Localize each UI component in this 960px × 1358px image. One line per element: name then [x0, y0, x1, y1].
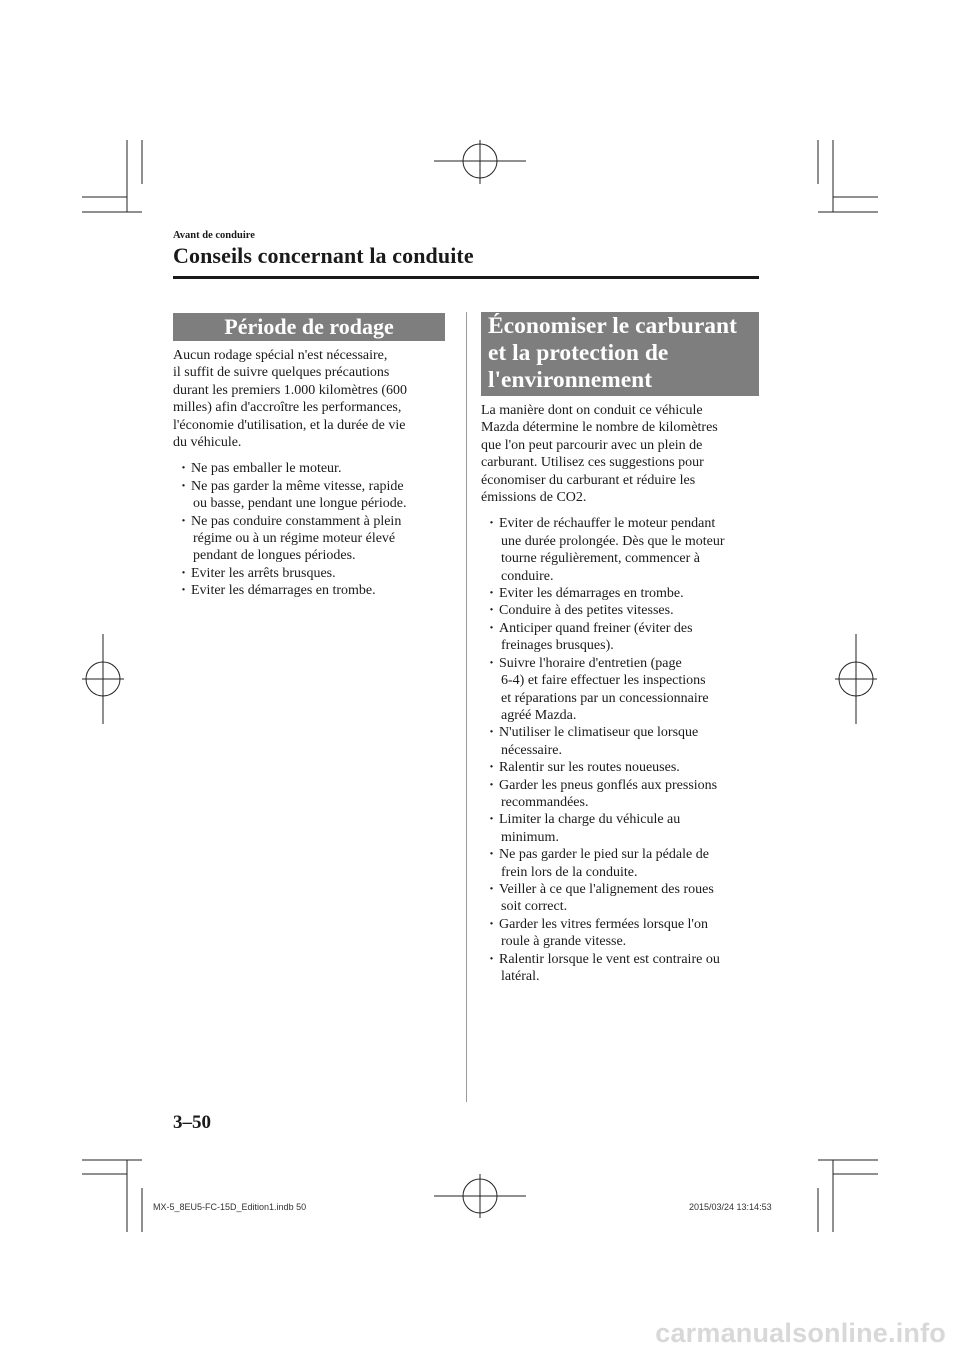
list-item-text: · Conduire à des petites vitesses.	[499, 603, 674, 619]
list-item-text: · Ne pas emballer le moteur.	[191, 461, 342, 477]
list-item-text: · Veiller à ce que l'alignement des roues	[499, 881, 714, 897]
list-item-text: minimum.	[501, 829, 559, 845]
left-column	[173, 313, 445, 600]
heading-line: Économiser le carburant	[488, 313, 737, 339]
list-item-text: · Garder les pneus gonflés aux pressions	[499, 777, 718, 793]
list-item	[491, 602, 759, 619]
list-item	[491, 724, 759, 759]
list-item-text: · Suivre l'horaire d'entretien (page	[499, 655, 682, 671]
economy-intro	[481, 402, 759, 506]
list-item-text: conduire.	[501, 568, 554, 584]
break-in-heading: Période de rodage	[173, 313, 445, 341]
intro-line: l'économie d'utilisation, et la durée de vie	[173, 417, 406, 433]
intro-line: carburant. Utilisez ces suggestions pour	[481, 455, 704, 471]
list-item-text: frein lors de la conduite.	[501, 864, 638, 880]
list-item	[491, 585, 759, 602]
heading-line: et la protection de	[488, 340, 669, 366]
list-item-text: · Ne pas garder la même vitesse, rapide	[191, 478, 404, 494]
intro-line: Aucun rodage spécial n'est nécessaire,	[173, 348, 388, 363]
list-item-text: freinages brusques).	[501, 638, 614, 654]
intro-line: économiser du carburant et réduire les	[481, 472, 696, 488]
section-label: Avant de conduire	[173, 230, 255, 241]
list-item-text: agréé Mazda.	[501, 707, 577, 723]
list-item	[491, 951, 759, 986]
intro-line: il suffit de suivre quelques précautions	[173, 365, 390, 381]
list-item-text: · Eviter les démarrages en trombe.	[499, 586, 684, 602]
list-item-text: recommandées.	[501, 794, 589, 810]
intro-line: durant les premiers 1.000 kilomètres (600	[173, 382, 408, 398]
list-item-text: · Eviter les arrêts brusques.	[191, 565, 336, 581]
list-item	[183, 478, 445, 513]
list-item-text: nécessaire.	[501, 742, 563, 758]
list-item-text: · Ne pas garder le pied sur la pédale de	[499, 847, 709, 863]
list-item	[183, 460, 445, 477]
list-item	[183, 582, 445, 599]
list-item	[183, 565, 445, 582]
list-item-text: régime ou à un régime moteur élevé	[193, 531, 396, 547]
list-item-text: roule à grande vitesse.	[501, 934, 627, 950]
list-item-text: · Ralentir lorsque le vent est contraire ou	[499, 951, 720, 967]
list-item	[491, 620, 759, 655]
intro-line: milles) afin d'accroître les performances,	[173, 400, 402, 416]
list-item-text: une durée prolongée. Dès que le moteur	[501, 533, 725, 549]
column-divider	[466, 312, 467, 1102]
title-rule	[173, 276, 759, 279]
intro-line: que l'on peut parcourir avec un plein de	[481, 437, 703, 453]
list-item	[183, 513, 445, 565]
list-item	[491, 881, 759, 916]
economy-list	[481, 515, 759, 985]
list-item-text: tourne régulièrement, commencer à	[501, 551, 701, 567]
list-item	[491, 846, 759, 881]
list-item	[491, 916, 759, 951]
list-item-text: pendant de longues périodes.	[193, 548, 356, 564]
list-item-text: · Ne pas conduire constamment à plein	[191, 513, 402, 529]
intro-line: émissions de CO2.	[481, 490, 587, 506]
heading-line: l'environnement	[488, 367, 653, 393]
page-title: Conseils concernant la conduite	[173, 243, 474, 268]
right-column	[481, 312, 759, 985]
list-item-text: · Ralentir sur les routes noueuses.	[499, 760, 680, 776]
list-item	[491, 515, 759, 585]
print-date: 2015/03/24 13:14:53	[689, 1202, 772, 1212]
list-item-text: · Garder les vitres fermées lorsque l'on	[499, 916, 708, 932]
intro-line: du véhicule.	[173, 435, 242, 451]
list-item-text: ou basse, pendant une longue période.	[193, 496, 407, 512]
file-info: MX-5_8EU5-FC-15D_Edition1.indb 50	[153, 1202, 307, 1212]
list-item	[491, 759, 759, 776]
list-item-text: · Anticiper quand freiner (éviter des	[499, 620, 693, 636]
watermark: carmanualsonline.info	[655, 1318, 946, 1348]
list-item-text: · Eviter de réchauffer le moteur pendant	[499, 516, 716, 532]
list-item-text: · Eviter les démarrages en trombe.	[191, 583, 376, 599]
list-item-text: et réparations par un concessionnaire	[501, 690, 709, 706]
list-item-text: 6-4) et faire effectuer les inspections	[501, 673, 706, 689]
break-in-intro	[173, 347, 445, 451]
page-number: 3–50	[173, 1112, 211, 1133]
intro-line: Mazda détermine le nombre de kilomètres	[481, 420, 718, 436]
list-item-text: · Limiter la charge du véhicule au	[499, 812, 681, 828]
list-item-text: · N'utiliser le climatiseur que lorsque	[499, 725, 699, 741]
list-item	[491, 655, 759, 725]
economy-heading	[481, 312, 759, 396]
intro-line: La manière dont on conduit ce véhicule	[481, 403, 703, 418]
list-item-text: latéral.	[501, 969, 540, 984]
list-item	[491, 811, 759, 846]
list-item	[491, 777, 759, 812]
break-in-list	[173, 460, 445, 599]
list-item-text: soit correct.	[501, 899, 568, 915]
